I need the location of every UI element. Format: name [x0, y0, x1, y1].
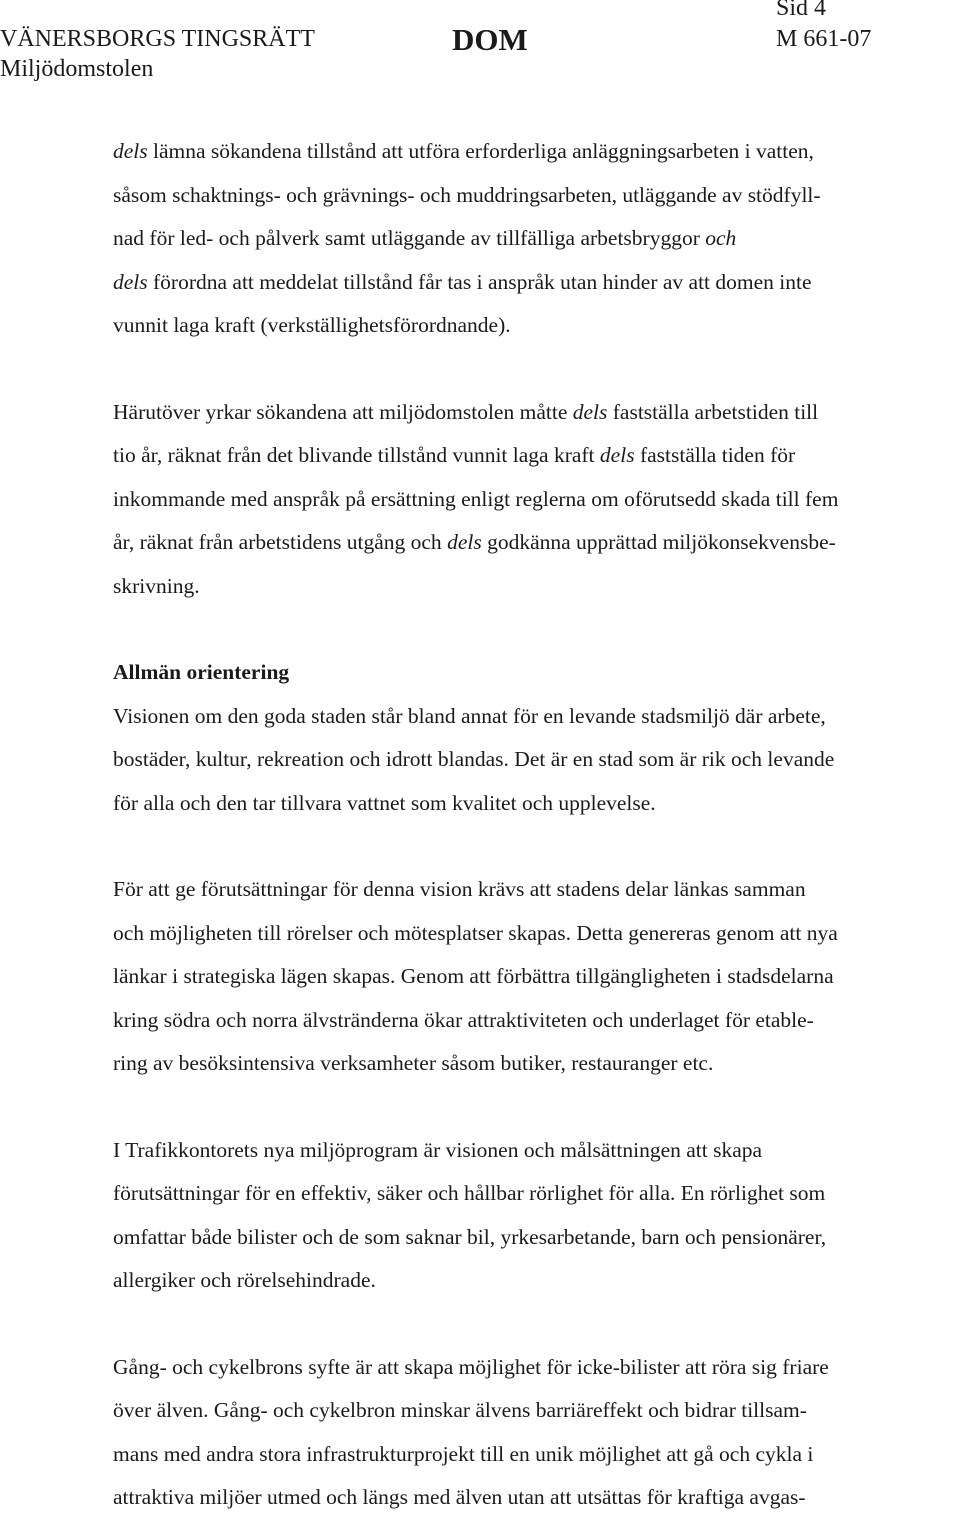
paragraph-additional-claims: [113, 391, 959, 609]
line-text: vunnit laga kraft (verkställighetsförordnande).: [113, 313, 511, 337]
line-text: fastställa arbetstiden till: [607, 399, 819, 424]
text-line: för alla och den tar tillvara vattnet som kvalitet och upplevelse.: [113, 790, 656, 815]
text-line: kring södra och norra älvstränderna ökar attraktiviteten och underlaget för etable-: [113, 1007, 814, 1032]
text-line: och möjligheten till rörelser och mötesplatser skapas. Detta genereras genom att nya: [113, 920, 838, 945]
text-line: ring av besöksintensiva verksamheter såsom butiker, restauranger etc.: [113, 1051, 714, 1075]
line-text: nad för led- och pålverk samt utläggande av tillfälliga arbetsbryggor: [113, 226, 706, 250]
emphasis: dels: [113, 139, 148, 163]
document-header: [0, 0, 960, 90]
text-line: bostäder, kultur, rekreation och idrott blandas. Det är en stad som är rik och levande: [113, 747, 835, 771]
text-line: [113, 217, 959, 261]
department-name: Miljödomstolen: [0, 56, 154, 82]
emphasis: dels: [572, 399, 608, 424]
text-line: [113, 434, 959, 478]
text-line: [113, 565, 959, 609]
line-text: inkommande med anspråk på ersättning enligt reglerna om oförutsedd skada till fem: [113, 486, 839, 511]
text-line: länkar i strategiska lägen skapas. Genom att förbättra tillgängligheten i stadsdelarna: [113, 964, 834, 988]
court-name: VÄNERSBORGS TINGSRÄTT: [0, 26, 315, 52]
text-line: [113, 261, 959, 305]
text-line: [113, 391, 959, 435]
page-number: Sid 4: [776, 0, 827, 21]
line-text: såsom schaktnings- och grävnings- och muddringsarbeten, utläggande av stödfyll-: [113, 182, 821, 207]
section-heading: Allmän orientering: [113, 660, 290, 684]
document-body: [113, 130, 959, 1520]
text-line: omfattar både bilister och de som saknar bil, yrkesarbetande, barn och pensionärer,: [113, 1224, 827, 1249]
line-text: tio år, räknat från det blivande tillstånd vunnit laga kraft: [113, 443, 600, 467]
emphasis: och: [705, 226, 737, 250]
emphasis: dels: [447, 530, 482, 554]
text-line: förutsättningar för en effektiv, säker och hållbar rörlighet för alla. En rörlighet som: [113, 1181, 826, 1205]
paragraph-vision: [113, 868, 959, 1086]
line-text: fastställa tiden för: [634, 443, 796, 467]
line-text: lämna sökandena tillstånd att utföra erforderliga anläggningsarbeten i vatten,: [147, 139, 814, 163]
section-general-orientation: [113, 651, 959, 825]
emphasis: dels: [599, 443, 635, 467]
text-line: [113, 174, 959, 218]
paragraph-bridge-purpose: [113, 1346, 959, 1520]
paragraph-traffic-program: [113, 1129, 959, 1303]
text-line: [113, 478, 959, 522]
emphasis: dels: [113, 269, 148, 294]
case-number: M 661-07: [776, 26, 872, 52]
line-text: skrivning.: [113, 573, 200, 598]
paragraph-claims: [113, 130, 959, 348]
line-text: förordna att meddelat tillstånd får tas i anspråk utan hinder av att domen inte: [147, 269, 812, 294]
text-line: I Trafikkontorets nya miljöprogram är visionen och målsättningen att skapa: [113, 1137, 763, 1162]
text-line: mans med andra stora infrastrukturprojekt till en unik möjlighet att gå och cykla i: [113, 1441, 814, 1466]
text-line: allergiker och rörelsehindrade.: [113, 1268, 376, 1292]
document-type: DOM: [452, 22, 528, 57]
line-text: godkänna upprättad miljökonsekvensbe-: [481, 530, 836, 554]
text-line: [113, 521, 959, 565]
text-line: [113, 130, 959, 174]
text-line: attraktiva miljöer utmed och längs med älven utan att utsättas för kraftiga avgas-: [113, 1485, 806, 1509]
line-text: år, räknat från arbetstidens utgång och: [113, 530, 448, 554]
line-text: Härutöver yrkar sökandena att miljödomstolen måtte: [113, 399, 573, 424]
text-line: Gång- och cykelbrons syfte är att skapa möjlighet för icke-bilister att röra sig friare: [113, 1354, 829, 1379]
text-line: [113, 304, 959, 348]
text-line: Visionen om den goda staden står bland annat för en levande stadsmiljö där arbete,: [113, 703, 826, 728]
text-line: över älven. Gång- och cykelbron minskar älvens barriäreffekt och bidrar tillsam-: [113, 1398, 807, 1422]
text-line: För att ge förutsättningar för denna vision krävs att stadens delar länkas samman: [113, 877, 806, 901]
